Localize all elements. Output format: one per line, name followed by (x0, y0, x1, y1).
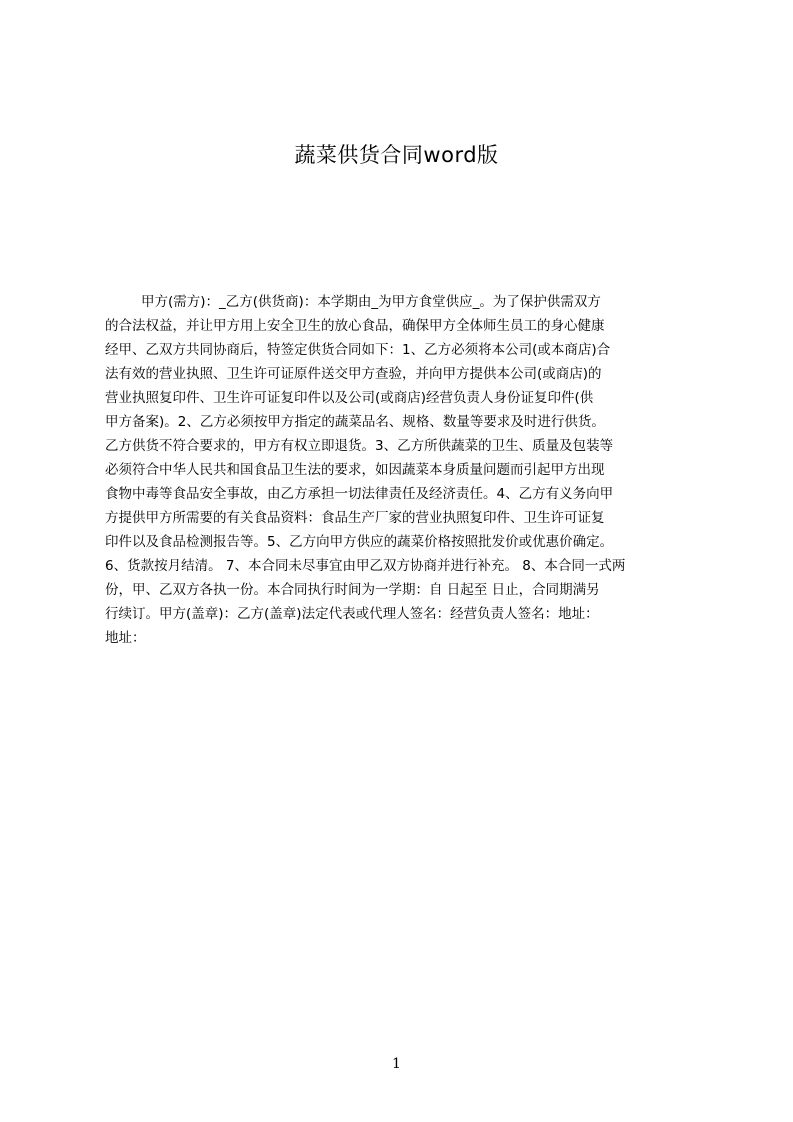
body-line: 甲方(需方)：_乙方(供货商)：本学期由_为甲方食堂供应_。为了保护供需双方 (141, 294, 601, 310)
body-line: 法有效的营业执照、卫生许可证原件送交甲方查验，并向甲方提供本公司(或商店)的 (105, 366, 602, 382)
body-line: 必须符合中华人民共和国食品卫生法的要求，如因蔬菜本身质量问题而引起甲方出现 (105, 462, 605, 478)
body-line: 甲方备案)。2、乙方必须按甲方指定的蔬菜品名、规格、数量等要求及时进行供货。 (105, 414, 605, 430)
body-line: 的合法权益，并让甲方用上安全卫生的放心食品，确保甲方全体师生员工的身心健康 (105, 318, 605, 334)
document-title: 蔬菜供货合同word版 (294, 143, 499, 167)
body-line: 方提供甲方所需要的有关食品资料：食品生产厂家的营业执照复印件、卫生许可证复 (105, 510, 605, 526)
body-line: 乙方供货不符合要求的，甲方有权立即退货。3、乙方所供蔬菜的卫生、质量及包装等 (105, 438, 614, 454)
contract-body (105, 290, 697, 650)
body-line: 食物中毒等食品安全事故，由乙方承担一切法律责任及经济责任。4、乙方有义务向甲 (105, 486, 614, 502)
body-line: 印件以及食品检测报告等。5、乙方向甲方供应的蔬菜价格按照批发价或优惠价确定。 (105, 534, 614, 550)
body-line: 地址： (105, 630, 146, 646)
body-line: 行续订。甲方(盖章)：乙方(盖章)法定代表或代理人签名：经营负责人签名：地址： (105, 606, 599, 622)
body-line: 6、货款按月结清。 7、本合同未尽事宜由甲乙双方协商并进行补充。 8、本合同一式两 (105, 558, 626, 574)
body-line: 经甲、乙双方共同协商后，特签定供货合同如下：1、乙方必须将本公司(或本商店)合 (105, 342, 611, 358)
body-line: 份，甲、乙双方各执一份。本合同执行时间为一学期：自 日起至 日止，合同期满另 (105, 582, 600, 598)
body-line: 营业执照复印件、卫生许可证复印件以及公司(或商店)经营负责人身份证复印件(供 (105, 390, 594, 406)
page-number: 1 (392, 1056, 401, 1072)
